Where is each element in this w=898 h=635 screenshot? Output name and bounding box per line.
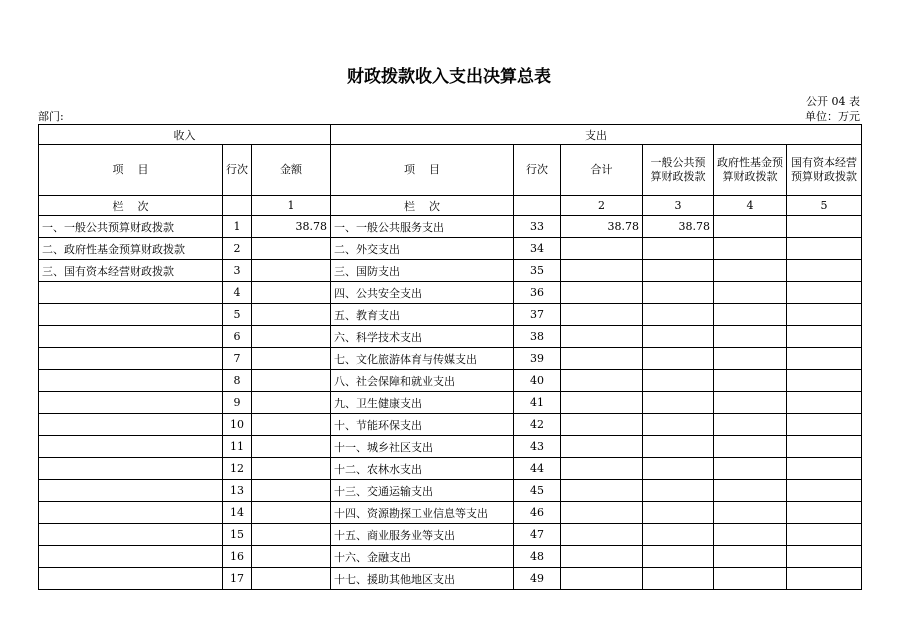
income-amount-cell xyxy=(252,480,331,502)
general-budget-amount-cell xyxy=(643,546,714,568)
col-num-3: 3 xyxy=(643,196,714,216)
total-amount-cell xyxy=(561,568,643,590)
gov-fund-amount-cell xyxy=(714,480,787,502)
header-row-columns xyxy=(39,145,862,196)
budget-summary-table xyxy=(38,124,862,590)
expense-item-header: 项 目 xyxy=(331,145,514,196)
income-amount-cell: 38.78 xyxy=(252,216,331,238)
income-line-cell: 3 xyxy=(223,260,252,282)
total-amount-cell xyxy=(561,392,643,414)
expense-item-cell: 九、卫生健康支出 xyxy=(331,392,514,414)
table-number: 公开 04 表 xyxy=(806,95,860,108)
unit-label: 单位：万元 xyxy=(805,110,860,123)
income-line-header: 行次 xyxy=(223,145,252,196)
table-row xyxy=(39,502,862,524)
state-capital-amount-cell xyxy=(787,216,862,238)
empty-cell xyxy=(223,196,252,216)
income-line-cell: 9 xyxy=(223,392,252,414)
expense-line-cell: 39 xyxy=(514,348,561,370)
expense-item-cell: 八、社会保障和就业支出 xyxy=(331,370,514,392)
table-row xyxy=(39,282,862,304)
income-item-cell xyxy=(39,502,223,524)
expense-line-cell: 37 xyxy=(514,304,561,326)
income-item-cell xyxy=(39,282,223,304)
col-num-5: 5 xyxy=(787,196,862,216)
income-column-label: 栏 次 xyxy=(39,196,223,216)
general-budget-amount-cell xyxy=(643,238,714,260)
total-amount-cell xyxy=(561,546,643,568)
gov-fund-amount-cell xyxy=(714,392,787,414)
state-capital-amount-cell xyxy=(787,524,862,546)
expense-item-cell: 六、科学技术支出 xyxy=(331,326,514,348)
table-row xyxy=(39,568,862,590)
income-line-cell: 13 xyxy=(223,480,252,502)
total-amount-cell xyxy=(561,370,643,392)
income-item-cell: 二、政府性基金预算财政拨款 xyxy=(39,238,223,260)
table-row xyxy=(39,414,862,436)
income-line-cell: 6 xyxy=(223,326,252,348)
amount-header: 金额 xyxy=(252,145,331,196)
income-item-cell xyxy=(39,414,223,436)
header-row-sections xyxy=(39,125,862,145)
gov-fund-amount-cell xyxy=(714,260,787,282)
total-amount-cell xyxy=(561,458,643,480)
income-amount-cell xyxy=(252,546,331,568)
gov-fund-amount-cell xyxy=(714,282,787,304)
income-line-cell: 15 xyxy=(223,524,252,546)
general-budget-amount-cell xyxy=(643,436,714,458)
state-capital-header: 国有资本经营预算财政拨款 xyxy=(787,145,862,196)
total-amount-cell xyxy=(561,326,643,348)
income-item-cell xyxy=(39,568,223,590)
income-line-cell: 12 xyxy=(223,458,252,480)
income-item-cell xyxy=(39,436,223,458)
table-row xyxy=(39,546,862,568)
expense-line-cell: 42 xyxy=(514,414,561,436)
income-item-cell: 三、国有资本经营财政拨款 xyxy=(39,260,223,282)
income-amount-cell xyxy=(252,370,331,392)
expense-item-cell: 十五、商业服务业等支出 xyxy=(331,524,514,546)
income-amount-cell xyxy=(252,502,331,524)
gov-fund-amount-cell xyxy=(714,304,787,326)
general-budget-header: 一般公共预算财政拨款 xyxy=(643,145,714,196)
gov-fund-amount-cell xyxy=(714,216,787,238)
table-row xyxy=(39,370,862,392)
gov-fund-amount-cell xyxy=(714,414,787,436)
expense-line-cell: 47 xyxy=(514,524,561,546)
gov-fund-amount-cell xyxy=(714,370,787,392)
table-row xyxy=(39,524,862,546)
income-item-header: 项 目 xyxy=(39,145,223,196)
total-amount-cell xyxy=(561,260,643,282)
general-budget-amount-cell xyxy=(643,502,714,524)
income-amount-cell xyxy=(252,568,331,590)
state-capital-amount-cell xyxy=(787,502,862,524)
state-capital-amount-cell xyxy=(787,348,862,370)
general-budget-amount-cell xyxy=(643,458,714,480)
table-row xyxy=(39,216,862,238)
expense-line-cell: 44 xyxy=(514,458,561,480)
department-label: 部门: xyxy=(38,110,64,123)
expense-item-cell: 十、节能环保支出 xyxy=(331,414,514,436)
income-line-cell: 8 xyxy=(223,370,252,392)
income-amount-cell xyxy=(252,304,331,326)
expense-line-cell: 38 xyxy=(514,326,561,348)
total-header: 合计 xyxy=(561,145,643,196)
table-row xyxy=(39,326,862,348)
gov-fund-header: 政府性基金预算财政拨款 xyxy=(714,145,787,196)
state-capital-amount-cell xyxy=(787,326,862,348)
expense-line-cell: 36 xyxy=(514,282,561,304)
state-capital-amount-cell xyxy=(787,480,862,502)
income-item-cell xyxy=(39,392,223,414)
gov-fund-amount-cell xyxy=(714,348,787,370)
state-capital-amount-cell xyxy=(787,260,862,282)
income-item-cell: 一、一般公共预算财政拨款 xyxy=(39,216,223,238)
table-row xyxy=(39,348,862,370)
col-num-4: 4 xyxy=(714,196,787,216)
general-budget-amount-cell: 38.78 xyxy=(643,216,714,238)
income-item-cell xyxy=(39,370,223,392)
gov-fund-amount-cell xyxy=(714,524,787,546)
expense-line-cell: 33 xyxy=(514,216,561,238)
general-budget-amount-cell xyxy=(643,348,714,370)
income-amount-cell xyxy=(252,326,331,348)
expense-item-cell: 七、文化旅游体育与传媒支出 xyxy=(331,348,514,370)
general-budget-amount-cell xyxy=(643,414,714,436)
table-row xyxy=(39,392,862,414)
total-amount-cell xyxy=(561,502,643,524)
state-capital-amount-cell xyxy=(787,568,862,590)
income-line-cell: 1 xyxy=(223,216,252,238)
general-budget-amount-cell xyxy=(643,568,714,590)
table-row xyxy=(39,436,862,458)
expense-item-cell: 五、教育支出 xyxy=(331,304,514,326)
income-item-cell xyxy=(39,304,223,326)
expense-column-label: 栏 次 xyxy=(331,196,514,216)
page-title: 财政拨款收入支出决算总表 xyxy=(347,67,551,87)
income-item-cell xyxy=(39,524,223,546)
total-amount-cell xyxy=(561,480,643,502)
income-item-cell xyxy=(39,326,223,348)
expense-line-cell: 41 xyxy=(514,392,561,414)
income-item-cell xyxy=(39,458,223,480)
income-line-cell: 7 xyxy=(223,348,252,370)
total-amount-cell xyxy=(561,238,643,260)
income-item-cell xyxy=(39,546,223,568)
income-line-cell: 16 xyxy=(223,546,252,568)
state-capital-amount-cell xyxy=(787,370,862,392)
state-capital-amount-cell xyxy=(787,238,862,260)
gov-fund-amount-cell xyxy=(714,546,787,568)
gov-fund-amount-cell xyxy=(714,458,787,480)
general-budget-amount-cell xyxy=(643,524,714,546)
total-amount-cell: 38.78 xyxy=(561,216,643,238)
income-amount-cell xyxy=(252,436,331,458)
income-amount-cell xyxy=(252,524,331,546)
gov-fund-amount-cell xyxy=(714,326,787,348)
total-amount-cell xyxy=(561,524,643,546)
income-line-cell: 14 xyxy=(223,502,252,524)
general-budget-amount-cell xyxy=(643,326,714,348)
empty-cell xyxy=(514,196,561,216)
general-budget-amount-cell xyxy=(643,282,714,304)
table-row xyxy=(39,304,862,326)
expense-item-cell: 十四、资源勘探工业信息等支出 xyxy=(331,502,514,524)
income-line-cell: 5 xyxy=(223,304,252,326)
expense-item-cell: 十七、援助其他地区支出 xyxy=(331,568,514,590)
income-line-cell: 10 xyxy=(223,414,252,436)
state-capital-amount-cell xyxy=(787,436,862,458)
income-amount-cell xyxy=(252,392,331,414)
state-capital-amount-cell xyxy=(787,392,862,414)
expense-item-cell: 四、公共安全支出 xyxy=(331,282,514,304)
income-line-cell: 17 xyxy=(223,568,252,590)
expense-line-cell: 48 xyxy=(514,546,561,568)
total-amount-cell xyxy=(561,348,643,370)
income-line-cell: 4 xyxy=(223,282,252,304)
general-budget-amount-cell xyxy=(643,392,714,414)
income-amount-cell xyxy=(252,414,331,436)
state-capital-amount-cell xyxy=(787,282,862,304)
state-capital-amount-cell xyxy=(787,546,862,568)
state-capital-amount-cell xyxy=(787,458,862,480)
expense-line-cell: 43 xyxy=(514,436,561,458)
general-budget-amount-cell xyxy=(643,260,714,282)
expense-line-cell: 46 xyxy=(514,502,561,524)
income-amount-cell xyxy=(252,238,331,260)
total-amount-cell xyxy=(561,282,643,304)
general-budget-amount-cell xyxy=(643,304,714,326)
table-row xyxy=(39,458,862,480)
expense-line-header: 行次 xyxy=(514,145,561,196)
income-item-cell xyxy=(39,480,223,502)
expense-line-cell: 34 xyxy=(514,238,561,260)
gov-fund-amount-cell xyxy=(714,568,787,590)
header-row-column-numbers xyxy=(39,196,862,216)
income-amount-cell xyxy=(252,260,331,282)
state-capital-amount-cell xyxy=(787,304,862,326)
expense-line-cell: 35 xyxy=(514,260,561,282)
income-line-cell: 2 xyxy=(223,238,252,260)
income-item-cell xyxy=(39,348,223,370)
table-row xyxy=(39,480,862,502)
state-capital-amount-cell xyxy=(787,414,862,436)
expense-header: 支出 xyxy=(331,125,862,145)
col-num-2: 2 xyxy=(561,196,643,216)
total-amount-cell xyxy=(561,436,643,458)
income-header: 收入 xyxy=(39,125,331,145)
total-amount-cell xyxy=(561,414,643,436)
expense-item-cell: 一、一般公共服务支出 xyxy=(331,216,514,238)
expense-item-cell: 三、国防支出 xyxy=(331,260,514,282)
total-amount-cell xyxy=(561,304,643,326)
income-line-cell: 11 xyxy=(223,436,252,458)
general-budget-amount-cell xyxy=(643,480,714,502)
col-num-1: 1 xyxy=(252,196,331,216)
table-row xyxy=(39,260,862,282)
gov-fund-amount-cell xyxy=(714,502,787,524)
expense-line-cell: 49 xyxy=(514,568,561,590)
expense-item-cell: 十六、金融支出 xyxy=(331,546,514,568)
gov-fund-amount-cell xyxy=(714,436,787,458)
expense-item-cell: 十二、农林水支出 xyxy=(331,458,514,480)
expense-item-cell: 十三、交通运输支出 xyxy=(331,480,514,502)
income-amount-cell xyxy=(252,348,331,370)
expense-item-cell: 二、外交支出 xyxy=(331,238,514,260)
income-amount-cell xyxy=(252,458,331,480)
expense-item-cell: 十一、城乡社区支出 xyxy=(331,436,514,458)
expense-line-cell: 45 xyxy=(514,480,561,502)
gov-fund-amount-cell xyxy=(714,238,787,260)
general-budget-amount-cell xyxy=(643,370,714,392)
expense-line-cell: 40 xyxy=(514,370,561,392)
table-row xyxy=(39,238,862,260)
income-amount-cell xyxy=(252,282,331,304)
